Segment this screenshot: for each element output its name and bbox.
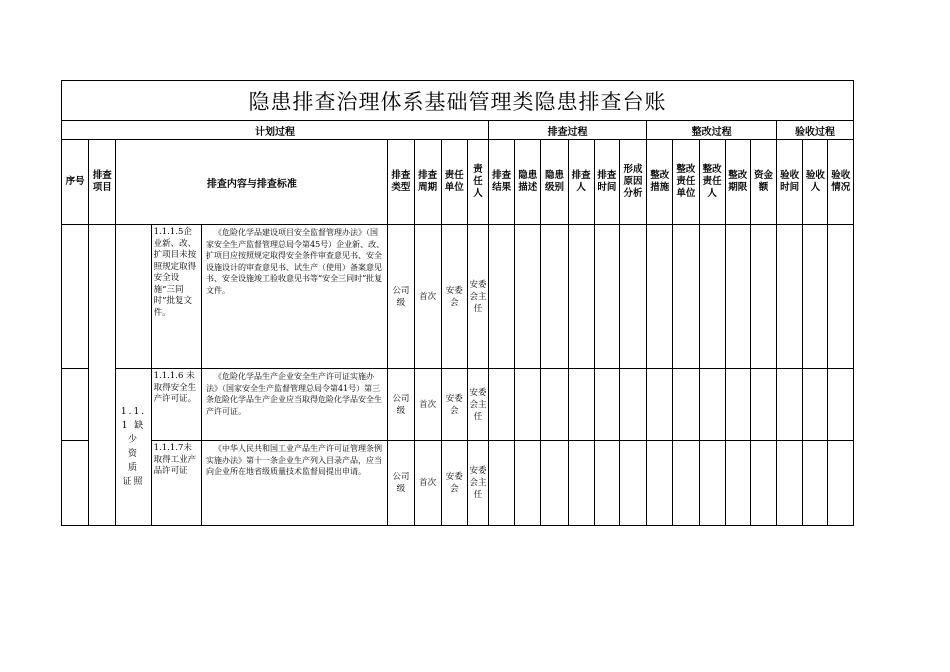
empty-cell: [647, 225, 673, 369]
hazard-ledger-table: [61, 80, 854, 526]
header-fix-unit: 整改责任单位: [673, 140, 699, 225]
empty-cell: [777, 225, 803, 369]
item-content: 《危险化学品建设项目安全监督管理办法》（国家安全生产监督管理总局令第45号）企业新、改、扩项目应按照规定取得安全条件审查意见书、安全设施设计的审查意见书、试生产（使用）备案意见书、安全设施竣工验收意见书等“安全三同时”批复文件。: [201, 225, 387, 369]
header-type: 排查类型: [388, 140, 414, 225]
section-accept: 验收过程: [777, 121, 854, 140]
seq-cell: [62, 441, 89, 526]
header-unit: 责任单位: [441, 140, 467, 225]
empty-cell: [619, 441, 646, 526]
header-content: 排查内容与排查标准: [116, 140, 388, 225]
empty-cell: [750, 441, 776, 526]
empty-cell: [647, 369, 673, 441]
header-checker: 排查人: [568, 140, 594, 225]
empty-cell: [515, 225, 541, 369]
item-code: 1.1.1.7未取得工业产品许可证: [151, 441, 201, 526]
header-measure: 整改措施: [647, 140, 673, 225]
header-deadline: 整改期限: [725, 140, 750, 225]
item-person: 安委会主任: [467, 369, 488, 441]
section-check: 排查过程: [489, 121, 647, 140]
empty-cell: [515, 441, 541, 526]
empty-cell: [828, 441, 854, 526]
header-cause: 形成原因分析: [619, 140, 646, 225]
empty-cell: [673, 369, 699, 441]
empty-cell: [541, 225, 568, 369]
empty-cell: [803, 441, 828, 526]
item-code: 1.1.1.5企业新、改、扩项目未按照规定取得安全设施“三同时”批复文件。: [151, 225, 201, 369]
header-seq: 序号: [62, 140, 89, 225]
empty-cell: [750, 369, 776, 441]
item-cycle: 首次: [414, 441, 441, 526]
item-content: 《危险化学品生产企业安全生产许可证实施办法》（国家安全生产监督管理总局令第41号）第三条危险化学品生产企业应当取得危险化学品安全生产许可证。: [201, 369, 387, 441]
empty-cell: [725, 369, 750, 441]
empty-cell: [489, 441, 515, 526]
header-acc-person: 验收人: [803, 140, 828, 225]
empty-cell: [594, 225, 619, 369]
item-content: 《中华人民共和国工业产品生产许可证管理条例实施办法》第十一条企业生产列入目录产品，应当向企业所在地省级质量技术监督局提出申请。: [201, 441, 387, 526]
item-cycle: 首次: [414, 225, 441, 369]
empty-cell: [568, 441, 594, 526]
item-unit: 安委会: [441, 225, 467, 369]
empty-cell: [568, 225, 594, 369]
item-type: 公司级: [388, 225, 414, 369]
section-plan: 计划过程: [62, 121, 489, 140]
empty-cell: [594, 441, 619, 526]
header-person: 责任人: [467, 140, 488, 225]
empty-cell: [619, 369, 646, 441]
empty-cell: [750, 225, 776, 369]
item-person: 安委会主任: [467, 225, 488, 369]
empty-cell: [673, 441, 699, 526]
empty-cell: [673, 225, 699, 369]
empty-cell: [541, 369, 568, 441]
item-type: 公司级: [388, 369, 414, 441]
item-unit: 安委会: [441, 441, 467, 526]
seq-cell: [62, 369, 89, 441]
seq-cell: [62, 225, 89, 369]
empty-cell: [777, 369, 803, 441]
item-cell: [89, 225, 116, 526]
header-fund: 资金额: [750, 140, 776, 225]
header-result: 排查结果: [489, 140, 515, 225]
header-item: 排查项目: [89, 140, 116, 225]
table-row: [62, 441, 854, 526]
header-acc-status: 验收情况: [828, 140, 854, 225]
item-type: 公司级: [388, 441, 414, 526]
category-label: 1.1.1 缺 少 资 质 证照: [116, 369, 151, 526]
header-time: 排查时间: [594, 140, 619, 225]
empty-cell: [489, 225, 515, 369]
empty-cell: [699, 225, 725, 369]
item-code: 1.1.1.6 未取得安全生产许可证。: [151, 369, 201, 441]
header-acc-time: 验收时间: [777, 140, 803, 225]
item-cycle: 首次: [414, 369, 441, 441]
table-row: [62, 225, 854, 369]
empty-cell: [515, 369, 541, 441]
empty-cell: [828, 369, 854, 441]
empty-cell: [568, 369, 594, 441]
empty-cell: [725, 441, 750, 526]
header-fix-person: 整改责任人: [699, 140, 725, 225]
empty-cell: [699, 441, 725, 526]
empty-cell: [594, 369, 619, 441]
empty-cell: [803, 225, 828, 369]
empty-cell: [803, 369, 828, 441]
table-row: [62, 369, 854, 441]
item-person: 安委会主任: [467, 441, 488, 526]
empty-cell: [541, 441, 568, 526]
empty-cell: [725, 225, 750, 369]
header-level: 隐患级别: [541, 140, 568, 225]
empty-cell: [647, 441, 673, 526]
empty-cell: [828, 225, 854, 369]
empty-cell: [777, 441, 803, 526]
section-fix: 整改过程: [647, 121, 777, 140]
header-desc: 隐患描述: [515, 140, 541, 225]
header-cycle: 排查周期: [414, 140, 441, 225]
empty-cell: [699, 369, 725, 441]
empty-cell: [619, 225, 646, 369]
item-unit: 安委会: [441, 369, 467, 441]
empty-cell: [489, 369, 515, 441]
spacer-cell: [116, 225, 151, 369]
ledger-title: 隐患排查治理体系基础管理类隐患排查台账: [62, 81, 854, 121]
